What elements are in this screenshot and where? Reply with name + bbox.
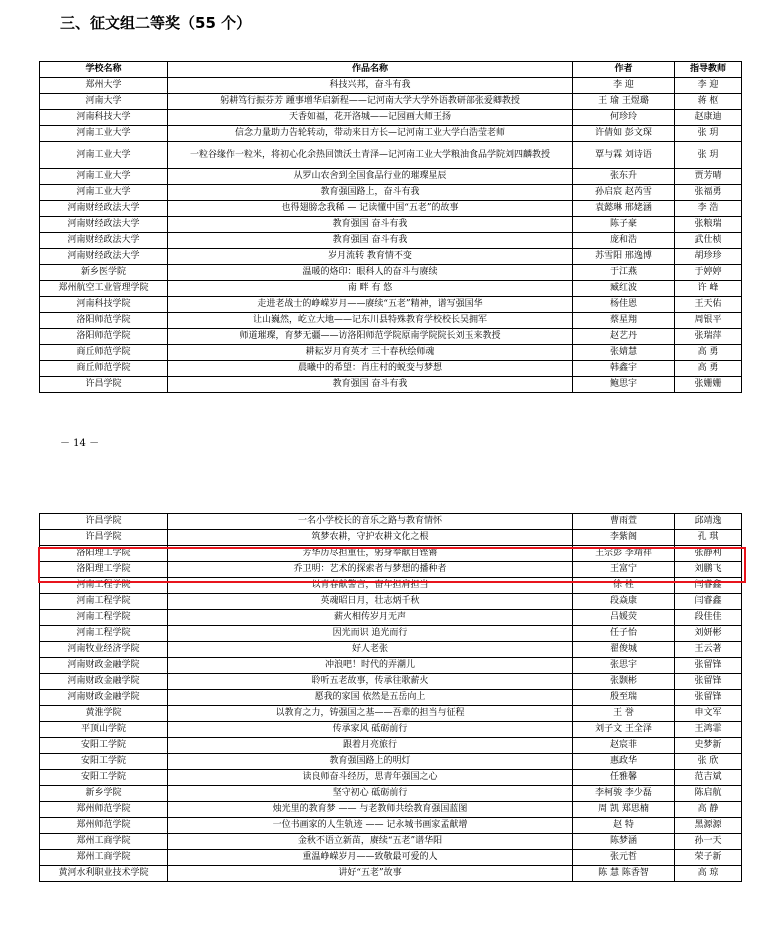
work-title-cell: 躬耕笃行振芬芳 踵事增华启新程——记河南大学大学外语教研部张爱卿教授 bbox=[168, 94, 573, 110]
advisor-cell: 许 峰 bbox=[675, 281, 742, 297]
author-cell: 陈梦涵 bbox=[573, 834, 675, 850]
table-row bbox=[40, 169, 742, 185]
table-row bbox=[40, 562, 742, 578]
page-number: － 14 － bbox=[60, 438, 100, 449]
table-row bbox=[40, 690, 742, 706]
school-cell: 河南科技大学 bbox=[40, 110, 168, 126]
school-cell: 河南工程学院 bbox=[40, 578, 168, 594]
school-cell: 河南财政金融学院 bbox=[40, 674, 168, 690]
advisor-cell: 高 勇 bbox=[675, 361, 742, 377]
work-title-cell: 一粒谷缘作一粒米，将初心化余热回馈沃土青泽—记河南工业大学粮油食品学院刘四麟教授 bbox=[168, 142, 573, 169]
table-row bbox=[40, 722, 742, 738]
school-cell: 河南工业大学 bbox=[40, 185, 168, 201]
school-cell: 郑州师范学院 bbox=[40, 818, 168, 834]
author-cell: 李 迎 bbox=[573, 78, 675, 94]
table-row bbox=[40, 834, 742, 850]
section-heading: 三、征文组二等奖（55 个） bbox=[60, 14, 252, 32]
advisor-cell: 高 静 bbox=[675, 802, 742, 818]
table-row bbox=[40, 110, 742, 126]
table-row bbox=[40, 94, 742, 110]
author-cell: 刘子文 王全泽 bbox=[573, 722, 675, 738]
work-title-cell: 温暖的烙印：眼科人的奋斗与赓续 bbox=[168, 265, 573, 281]
author-cell: 任子怡 bbox=[573, 626, 675, 642]
column-header: 作品名称 bbox=[168, 62, 573, 78]
advisor-cell: 孔 琪 bbox=[675, 530, 742, 546]
school-cell: 河南工业大学 bbox=[40, 169, 168, 185]
school-cell: 河南财政金融学院 bbox=[40, 690, 168, 706]
school-cell: 河南工程学院 bbox=[40, 626, 168, 642]
school-cell: 许昌学院 bbox=[40, 377, 168, 393]
author-cell: 王宗彭 李靖祥 bbox=[573, 546, 675, 562]
advisor-cell: 闫睿鑫 bbox=[675, 578, 742, 594]
table-row bbox=[40, 142, 742, 169]
advisor-cell: 王云著 bbox=[675, 642, 742, 658]
school-cell: 洛阳理工学院 bbox=[40, 562, 168, 578]
advisor-cell: 史梦新 bbox=[675, 738, 742, 754]
table-row bbox=[40, 658, 742, 674]
work-title-cell: 烛光里的教育梦 —— 与老教师共绘教育强国蓝图 bbox=[168, 802, 573, 818]
school-cell: 洛阳师范学院 bbox=[40, 313, 168, 329]
school-cell: 商丘师范学院 bbox=[40, 361, 168, 377]
work-title-cell: 金秋不语立新苗，赓续“五老”谱华阳 bbox=[168, 834, 573, 850]
award-table-top bbox=[39, 61, 742, 393]
school-cell: 河南财政金融学院 bbox=[40, 658, 168, 674]
work-title-cell: 乔卫明：艺术的探索者与梦想的播种者 bbox=[168, 562, 573, 578]
work-title-cell: 跟着月亮旅行 bbox=[168, 738, 573, 754]
advisor-cell: 闫睿鑫 bbox=[675, 594, 742, 610]
author-cell: 袁懿琳 邢姥涵 bbox=[573, 201, 675, 217]
work-title-cell: 传承家风 砥砺前行 bbox=[168, 722, 573, 738]
advisor-cell: 孙一天 bbox=[675, 834, 742, 850]
advisor-cell: 黑源源 bbox=[675, 818, 742, 834]
advisor-cell: 蒋 枢 bbox=[675, 94, 742, 110]
author-cell: 王 瑜 王煜璐 bbox=[573, 94, 675, 110]
work-title-cell: 因光而识 追光而行 bbox=[168, 626, 573, 642]
table-row bbox=[40, 201, 742, 217]
work-title-cell: 教育强国路上，奋斗有我 bbox=[168, 185, 573, 201]
advisor-cell: 邱靖逸 bbox=[675, 514, 742, 530]
work-title-cell: 教育强国路上的明灯 bbox=[168, 754, 573, 770]
author-cell: 韩鑫宇 bbox=[573, 361, 675, 377]
school-cell: 河南科技学院 bbox=[40, 297, 168, 313]
author-cell: 李柯骏 李少磊 bbox=[573, 786, 675, 802]
work-title-cell: 以教育之力，铸强国之基——吾辈的担当与征程 bbox=[168, 706, 573, 722]
work-title-cell: 芳华历尽担重任，躬身奉献自铿锵 bbox=[168, 546, 573, 562]
advisor-cell: 周银平 bbox=[675, 313, 742, 329]
table-row bbox=[40, 233, 742, 249]
author-cell: 于江燕 bbox=[573, 265, 675, 281]
author-cell: 庞和浩 bbox=[573, 233, 675, 249]
work-title-cell: 岁月流转 教育情不变 bbox=[168, 249, 573, 265]
author-cell: 杨佳恩 bbox=[573, 297, 675, 313]
school-cell: 河南财经政法大学 bbox=[40, 217, 168, 233]
school-cell: 洛阳师范学院 bbox=[40, 329, 168, 345]
advisor-cell: 王鸿霏 bbox=[675, 722, 742, 738]
work-title-cell: 筑梦农耕，守护农耕文化之根 bbox=[168, 530, 573, 546]
author-cell: 王富宁 bbox=[573, 562, 675, 578]
table-row bbox=[40, 126, 742, 142]
table-row bbox=[40, 594, 742, 610]
table-row bbox=[40, 249, 742, 265]
table-row bbox=[40, 265, 742, 281]
author-cell: 张元哲 bbox=[573, 850, 675, 866]
work-title-cell: 好人老张 bbox=[168, 642, 573, 658]
work-title-cell: 也得翅膀念我稀 — 记读懂中国“五老”的故事 bbox=[168, 201, 573, 217]
advisor-cell: 张静利 bbox=[675, 546, 742, 562]
advisor-cell: 赵康迪 bbox=[675, 110, 742, 126]
work-title-cell: 冲浪吧！时代的弄潮儿 bbox=[168, 658, 573, 674]
school-cell: 商丘师范学院 bbox=[40, 345, 168, 361]
advisor-cell: 贾芳晴 bbox=[675, 169, 742, 185]
column-header: 学校名称 bbox=[40, 62, 168, 78]
author-cell: 徐 栓 bbox=[573, 578, 675, 594]
author-cell: 张思宇 bbox=[573, 658, 675, 674]
advisor-cell: 胡珍珍 bbox=[675, 249, 742, 265]
table-row bbox=[40, 281, 742, 297]
advisor-cell: 申文军 bbox=[675, 706, 742, 722]
advisor-cell: 张 玥 bbox=[675, 126, 742, 142]
author-cell: 何珍玲 bbox=[573, 110, 675, 126]
advisor-cell: 陈启航 bbox=[675, 786, 742, 802]
table-row bbox=[40, 514, 742, 530]
author-cell: 孙启宸 赵芮雪 bbox=[573, 185, 675, 201]
table-row bbox=[40, 786, 742, 802]
school-cell: 河南工业大学 bbox=[40, 142, 168, 169]
advisor-cell: 刘妍彬 bbox=[675, 626, 742, 642]
work-title-cell: 天香如福，花开洛城——记园画大师王扬 bbox=[168, 110, 573, 126]
table-row bbox=[40, 313, 742, 329]
author-cell: 周 凯 郑思楠 bbox=[573, 802, 675, 818]
author-cell: 覃与霖 刘诗语 bbox=[573, 142, 675, 169]
advisor-cell: 武仕桢 bbox=[675, 233, 742, 249]
author-cell: 许倩如 彭文琛 bbox=[573, 126, 675, 142]
author-cell: 李紫阁 bbox=[573, 530, 675, 546]
advisor-cell: 张留锋 bbox=[675, 674, 742, 690]
work-title-cell: 重温峥嵘岁月——致敬最可爱的人 bbox=[168, 850, 573, 866]
advisor-cell: 张福勇 bbox=[675, 185, 742, 201]
school-cell: 河南工业大学 bbox=[40, 126, 168, 142]
column-header: 指导教师 bbox=[675, 62, 742, 78]
advisor-cell: 于婷婷 bbox=[675, 265, 742, 281]
work-title-cell: 教育强国 奋斗有我 bbox=[168, 217, 573, 233]
school-cell: 安阳工学院 bbox=[40, 754, 168, 770]
advisor-cell: 高 琼 bbox=[675, 866, 742, 882]
advisor-cell: 张留锋 bbox=[675, 658, 742, 674]
table-row bbox=[40, 866, 742, 882]
school-cell: 郑州航空工业管理学院 bbox=[40, 281, 168, 297]
advisor-cell: 张粮瑞 bbox=[675, 217, 742, 233]
work-title-cell: 让山巍然，屹立大地——记东川县特殊教育学校校长吴拥军 bbox=[168, 313, 573, 329]
author-cell: 张颢彬 bbox=[573, 674, 675, 690]
school-cell: 安阳工学院 bbox=[40, 770, 168, 786]
table-row bbox=[40, 578, 742, 594]
author-cell: 吕媛荧 bbox=[573, 610, 675, 626]
school-cell: 河南财经政法大学 bbox=[40, 249, 168, 265]
table-row bbox=[40, 610, 742, 626]
advisor-cell: 张 玥 bbox=[675, 142, 742, 169]
work-title-cell: 教育强国 奋斗有我 bbox=[168, 233, 573, 249]
work-title-cell: 走进老战士的峥嵘岁月——赓续“五老”精神，谱写强国华 bbox=[168, 297, 573, 313]
advisor-cell: 王天佑 bbox=[675, 297, 742, 313]
table-row bbox=[40, 546, 742, 562]
advisor-cell: 张 欣 bbox=[675, 754, 742, 770]
school-cell: 河南工程学院 bbox=[40, 594, 168, 610]
work-title-cell: 一名小学校长的音乐之路与教育情怀 bbox=[168, 514, 573, 530]
school-cell: 平顶山学院 bbox=[40, 722, 168, 738]
author-cell: 陈 慧 陈香智 bbox=[573, 866, 675, 882]
school-cell: 许昌学院 bbox=[40, 514, 168, 530]
author-cell: 赵宸菲 bbox=[573, 738, 675, 754]
author-cell: 殷至瑞 bbox=[573, 690, 675, 706]
table-row bbox=[40, 706, 742, 722]
author-cell: 张婧慧 bbox=[573, 345, 675, 361]
school-cell: 河南财经政法大学 bbox=[40, 233, 168, 249]
author-cell: 蔡星翔 bbox=[573, 313, 675, 329]
work-title-cell: 信念力量助力告轮转动，带动来日方长—记河南工业大学白浩莹老师 bbox=[168, 126, 573, 142]
author-cell: 惠政华 bbox=[573, 754, 675, 770]
school-cell: 郑州大学 bbox=[40, 78, 168, 94]
table-row bbox=[40, 642, 742, 658]
work-title-cell: 坚守初心 砥砺前行 bbox=[168, 786, 573, 802]
author-cell: 任雅馨 bbox=[573, 770, 675, 786]
school-cell: 黄淮学院 bbox=[40, 706, 168, 722]
work-title-cell: 从罗山农舍到全国食品行业的璀璨星辰 bbox=[168, 169, 573, 185]
work-title-cell: 英魂昭日月，壮志炳千秋 bbox=[168, 594, 573, 610]
table-row bbox=[40, 850, 742, 866]
column-header: 作者 bbox=[573, 62, 675, 78]
work-title-cell: 教育强国 奋斗有我 bbox=[168, 377, 573, 393]
work-title-cell: 愿我的家国 依然是五岳向上 bbox=[168, 690, 573, 706]
school-cell: 洛阳理工学院 bbox=[40, 546, 168, 562]
table-row bbox=[40, 345, 742, 361]
table-row bbox=[40, 530, 742, 546]
work-title-cell: 聆听五老故事，传承往歌薪火 bbox=[168, 674, 573, 690]
table-header-row bbox=[40, 62, 742, 78]
author-cell: 赵 特 bbox=[573, 818, 675, 834]
school-cell: 河南财经政法大学 bbox=[40, 201, 168, 217]
table-row bbox=[40, 78, 742, 94]
work-title-cell: 耕耘岁月育英才 三十春秋绘师魂 bbox=[168, 345, 573, 361]
work-title-cell: 晨曦中的希望：肖庄村的蜕变与梦想 bbox=[168, 361, 573, 377]
author-cell: 张东升 bbox=[573, 169, 675, 185]
author-cell: 段焱康 bbox=[573, 594, 675, 610]
school-cell: 郑州师范学院 bbox=[40, 802, 168, 818]
school-cell: 河南大学 bbox=[40, 94, 168, 110]
table-row bbox=[40, 361, 742, 377]
table-row bbox=[40, 802, 742, 818]
table-row bbox=[40, 185, 742, 201]
table-row bbox=[40, 377, 742, 393]
advisor-cell: 张瑞萍 bbox=[675, 329, 742, 345]
advisor-cell: 张姗姗 bbox=[675, 377, 742, 393]
author-cell: 曹雨萱 bbox=[573, 514, 675, 530]
table-row bbox=[40, 674, 742, 690]
advisor-cell: 刘鹏飞 bbox=[675, 562, 742, 578]
author-cell: 鲍思宇 bbox=[573, 377, 675, 393]
table-row bbox=[40, 754, 742, 770]
author-cell: 臧红波 bbox=[573, 281, 675, 297]
advisor-cell: 李 迎 bbox=[675, 78, 742, 94]
work-title-cell: 师道璀璨，育梦无疆——访洛阳师范学院原南学院院长刘玉来教授 bbox=[168, 329, 573, 345]
school-cell: 新乡医学院 bbox=[40, 265, 168, 281]
advisor-cell: 高 勇 bbox=[675, 345, 742, 361]
table-row bbox=[40, 217, 742, 233]
work-title-cell: 以青春献警言，奋年担肩担当 bbox=[168, 578, 573, 594]
work-title-cell: 南 畔 有 悠 bbox=[168, 281, 573, 297]
author-cell: 赵艺丹 bbox=[573, 329, 675, 345]
school-cell: 郑州工商学院 bbox=[40, 850, 168, 866]
advisor-cell: 范吉斌 bbox=[675, 770, 742, 786]
table-row bbox=[40, 818, 742, 834]
work-title-cell: 读良师奋斗经历，思青年强国之心 bbox=[168, 770, 573, 786]
school-cell: 郑州工商学院 bbox=[40, 834, 168, 850]
author-cell: 苏雪阳 邢逸博 bbox=[573, 249, 675, 265]
work-title-cell: 科技兴邦，奋斗有我 bbox=[168, 78, 573, 94]
table-row bbox=[40, 738, 742, 754]
work-title-cell: 讲好“五老”故事 bbox=[168, 866, 573, 882]
work-title-cell: 薪火相传岁月无声 bbox=[168, 610, 573, 626]
advisor-cell: 张留锋 bbox=[675, 690, 742, 706]
table-row bbox=[40, 329, 742, 345]
school-cell: 安阳工学院 bbox=[40, 738, 168, 754]
award-table-bottom bbox=[39, 513, 742, 882]
work-title-cell: 一位书画家的人生轨迹 —— 记永城书画家孟献增 bbox=[168, 818, 573, 834]
school-cell: 河南工程学院 bbox=[40, 610, 168, 626]
advisor-cell: 荣子新 bbox=[675, 850, 742, 866]
author-cell: 王 誉 bbox=[573, 706, 675, 722]
table-row bbox=[40, 770, 742, 786]
table-row bbox=[40, 626, 742, 642]
advisor-cell: 段佳佳 bbox=[675, 610, 742, 626]
table-row bbox=[40, 297, 742, 313]
school-cell: 河南牧业经济学院 bbox=[40, 642, 168, 658]
author-cell: 陈子豪 bbox=[573, 217, 675, 233]
school-cell: 黄河水利职业技术学院 bbox=[40, 866, 168, 882]
author-cell: 翟俊城 bbox=[573, 642, 675, 658]
school-cell: 新乡学院 bbox=[40, 786, 168, 802]
advisor-cell: 李 浩 bbox=[675, 201, 742, 217]
school-cell: 许昌学院 bbox=[40, 530, 168, 546]
